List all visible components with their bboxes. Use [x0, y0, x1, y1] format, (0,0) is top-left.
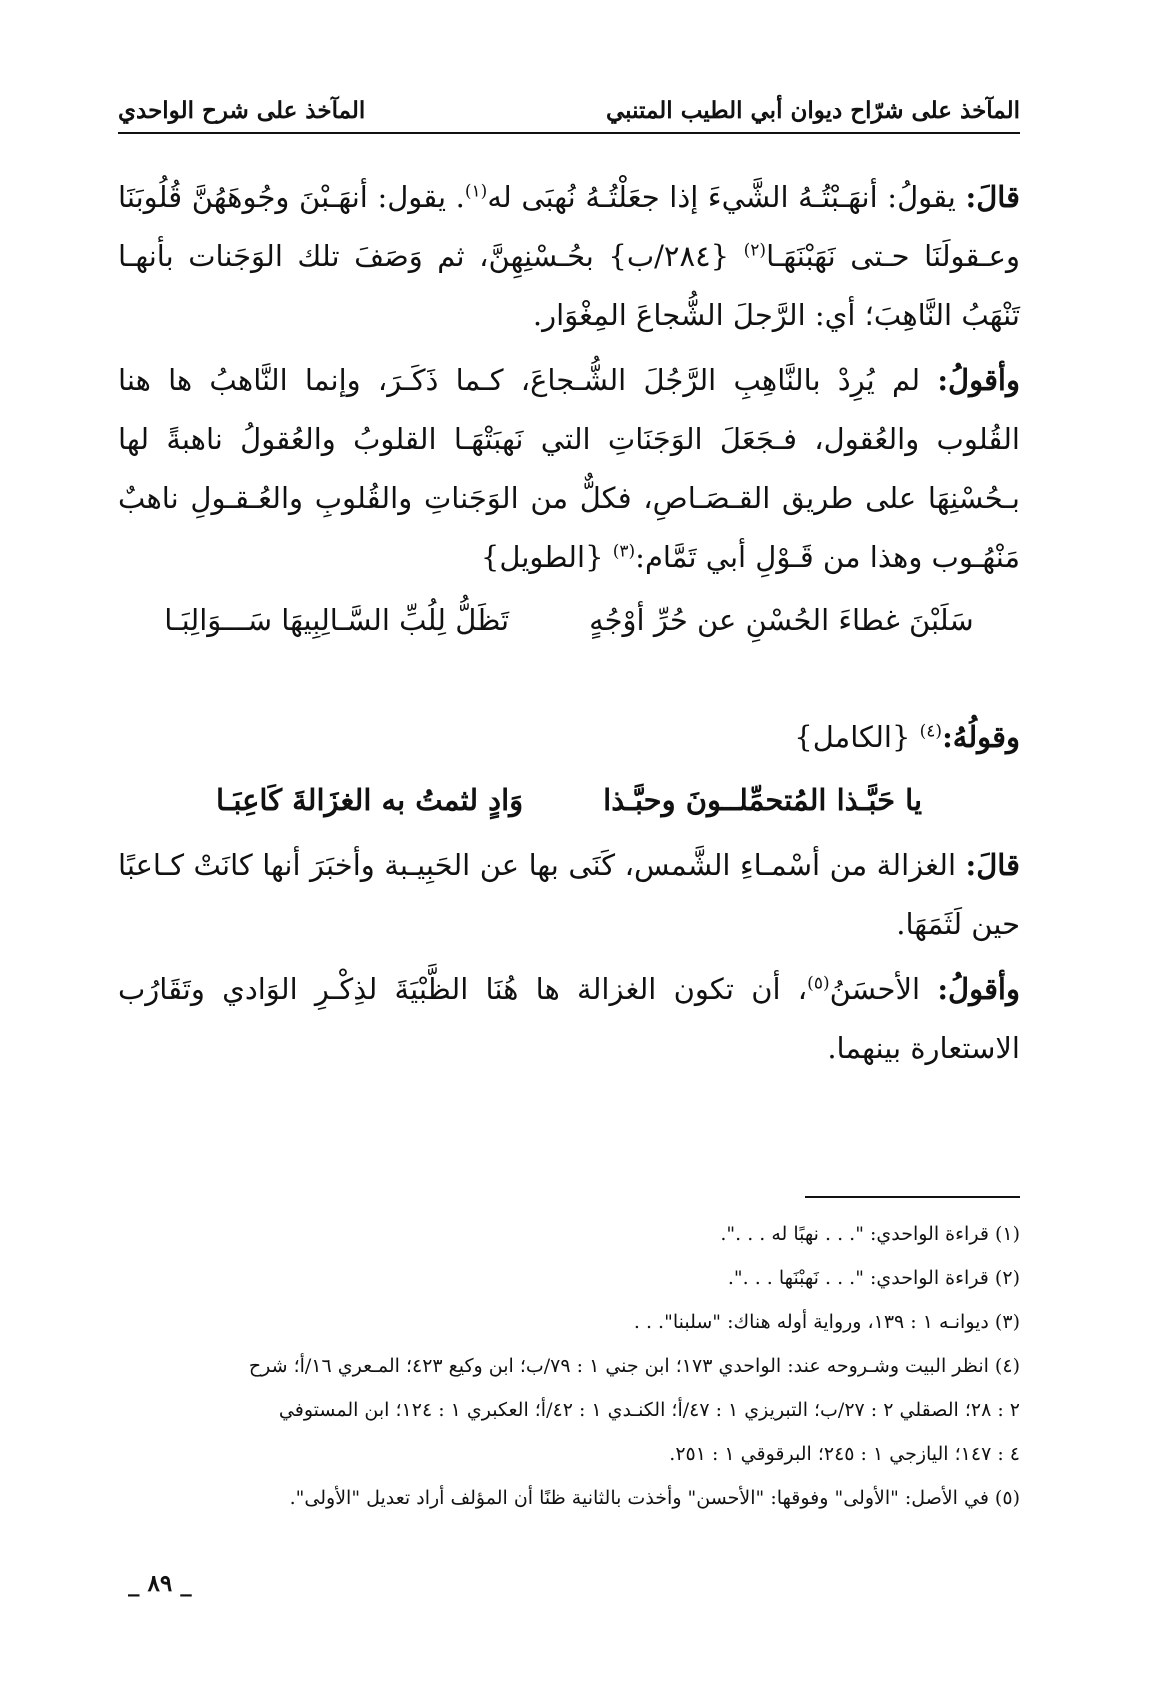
paragraph-aqulu-1: [118, 351, 1020, 587]
page-number: _ ٨٩ _: [128, 1570, 192, 1597]
paragraph-lead: قالَ:: [965, 848, 1020, 882]
header-section-title: المآخذ على شرح الواحدي: [118, 97, 366, 124]
footnote-4-continued: ٢ : ٢٨؛ الصقلي ٢ : ٢٧/ب؛ التبريزي ١ : ٤٧/أ؛ الكنـدي ١ : ٤٢/أ؛ العكبري ١ : ١٢٤؛ ابن المستوفي: [278, 1399, 1020, 1421]
paragraph-lead: وأقولُ:: [937, 363, 1020, 397]
running-header: [118, 84, 1020, 134]
footnote-4-continued: ٤ : ١٤٧؛ اليازجي ١ : ٢٤٥؛ البرقوقي ١ : ٢٥١.: [669, 1443, 1020, 1465]
paragraph-text: الأحسَنُ: [829, 972, 938, 1006]
paragraph-text: ، أن تكون الغزالة ها هُنَا الظَّبْيَةَ لذِكْـرِ الوَادي وتَقَارُب الاستعارة بينهما.: [118, 972, 1020, 1065]
footnote-ref-3: (٣): [612, 541, 636, 562]
footnote-1: (١) قراءة الواحدي: ". . . نهبًا له . . .".: [720, 1223, 1020, 1245]
verse-hemistich-first: سَلَبْنَ غطاءَ الحُسْنِ عن حُرِّ أوْجُهٍ: [589, 603, 974, 637]
paragraph-text: الغزالة من أسْمـاءِ الشَّمس، كَنَى بها عن الحَبِيـبة وأخبَرَ أنها كانَتْ كـاعبًا حين لَثَمَهَا.: [118, 848, 1020, 941]
main-text: [118, 168, 1020, 1078]
meter-label: {الكامل}: [794, 720, 920, 754]
footnotes: [118, 1212, 1020, 1520]
footnote-divider: [805, 1196, 1020, 1198]
header-book-title: المآخذ على شرّاح ديوان أبي الطيب المتنبي: [606, 97, 1020, 124]
meter-label: {الطويل}: [480, 540, 613, 574]
verse-line-2: [118, 771, 1020, 830]
footnote-2: (٢) قراءة الواحدي: ". . . نَهبْنَها . . .".: [727, 1267, 1020, 1289]
verse-line-1: [118, 591, 1020, 650]
footnote-ref-5: (٥): [807, 973, 830, 994]
verse-hemistich-second: تَظَلُّ لِلُبِّ السَّـالِبِيهَا سَـــوَالِبَـا: [164, 603, 510, 637]
footnote-ref-2: (٢): [743, 240, 767, 261]
paragraph-text: يقولُ: أنهَـبْتُـهُ الشَّيءَ إذا جعَلْتُـهُ نُهبَى له: [487, 180, 966, 214]
paragraph-lead: وأقولُ:: [937, 972, 1020, 1006]
paragraph-qala-2: [118, 836, 1020, 954]
footnote-ref-4: (٤): [919, 721, 943, 742]
paragraph-text: {٢٨٤/ب} بحُـسْنِهِنَّ، ثم وَصَفَ تلك الوَجَنات بأنهـا تَنْهَبُ النَّاهِبَ؛ أي: الرَّجلَ الشُّجاعَ المِغْوَار.: [118, 239, 1020, 332]
paragraph-qala-1: [118, 168, 1020, 345]
paragraph-text: . يقول: أنهَـبْنَ وجُوهَهُنَّ قُلُوبَنَا وعـقولَنَا حـتى نَهَبْنَهَـا: [118, 180, 1020, 273]
paragraph-text: لم يُرِدْ بالنَّاهِبِ الرَّجُلَ الشُّـجاعَ، كـما ذَكَـرَ، وإنما النَّاهبُ ها هنا القُلوب والعُقول، فـجَعَلَ الوَجَنَاتِ التي نَهبَتْهَـا القلوبُ والعُقولُ ناهبةً لها بـحُسْنِهَا على طريق القـصَـاصِ، فكلٌّ من الوَجَناتِ والقُلوبِ والعُـقـولِ ناهبٌ مَنْهُـوب وهذا من قَـوْلِ أبي تَمَّام:: [118, 363, 1020, 574]
verse-hemistich-second: وَادٍ لثمتُ به الغزَالةَ كَاعِبَـا: [215, 783, 524, 817]
footnote-ref-1: (١): [464, 181, 488, 202]
paragraph-lead: وقولُهُ:: [942, 720, 1020, 754]
footnote-5: (٥) في الأصل: "الأولى" وفوقها: "الأحسن" وأخذت بالثانية ظنًا أن المؤلف أراد تعديل "الأولى".: [289, 1487, 1020, 1509]
paragraph-lead: قالَ:: [965, 180, 1020, 214]
footnote-4: (٤) انظر البيت وشـروحه عند: الواحدي ١٧٣؛ ابن جني ١ : ٧٩/ب؛ ابن وكيع ٤٢٣؛ المـعري ١٦/أ؛ شرح: [248, 1355, 1020, 1377]
verse-hemistich-first: يا حَبَّـذا المُتحمِّلــونَ وحبَّـذا: [603, 783, 923, 817]
paragraph-qawluhu: [118, 708, 1020, 767]
footnote-3: (٣) ديوانـه ١ : ١٣٩، ورواية أوله هناك: "سلبنا". . .: [633, 1311, 1020, 1333]
paragraph-aqulu-2: [118, 960, 1020, 1078]
